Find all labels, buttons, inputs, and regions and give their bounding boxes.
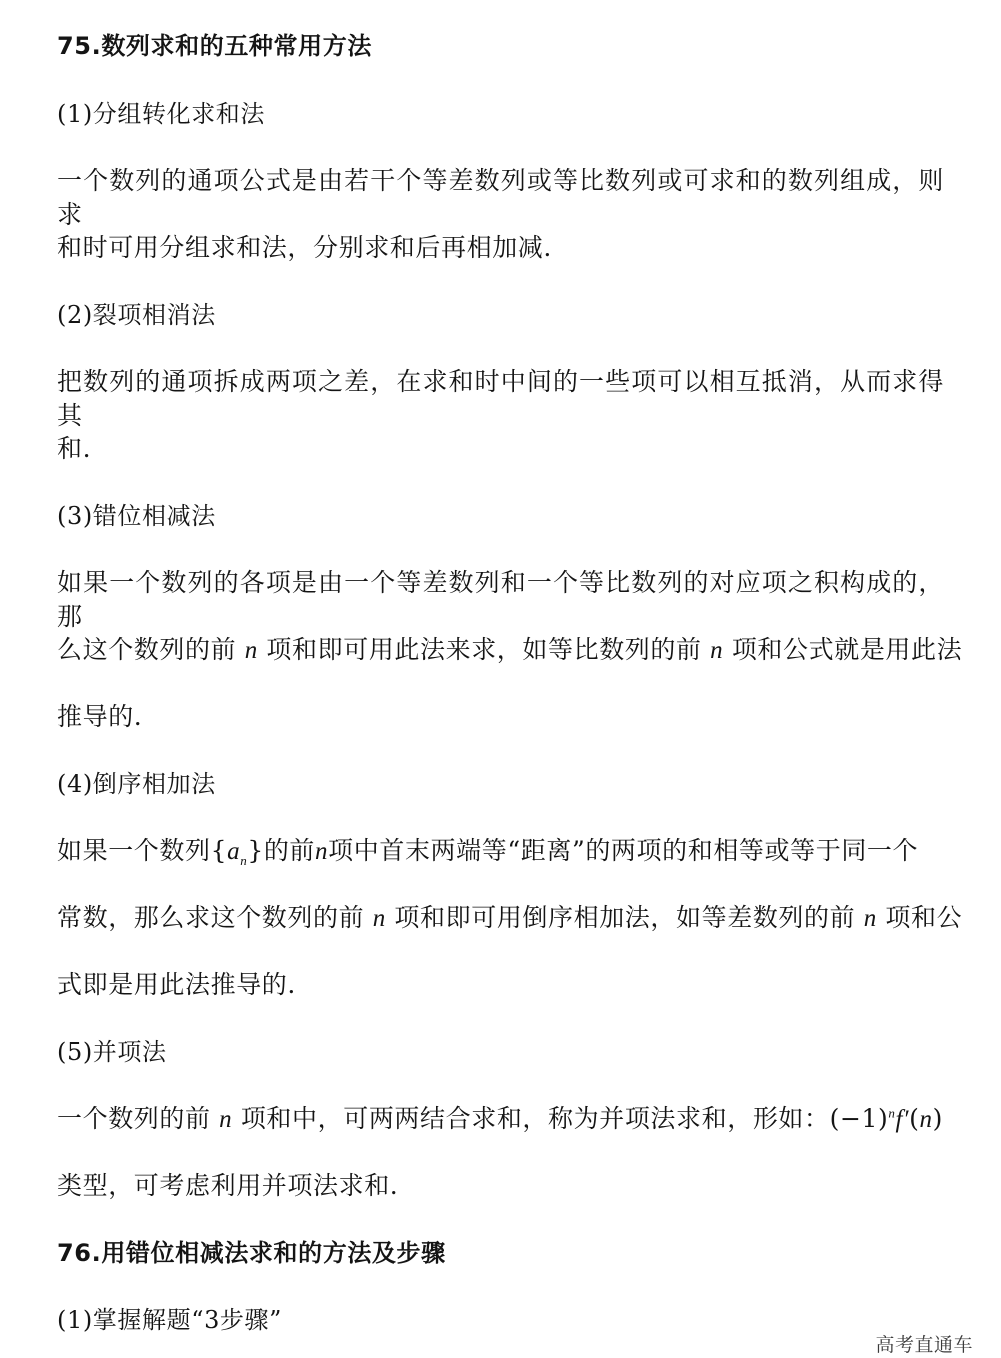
method-1-text-line-1: 一个数列的通项公式是由若干个等差数列或等比数列或可求和的数列组成，则求 (57, 166, 944, 229)
text-segment: ) (932, 1104, 943, 1133)
method-1-text-line-2: 和时可用分组求和法，分别求和后再相加减. (57, 233, 552, 262)
text-segment: 项和公 (885, 903, 963, 932)
variable-n: n (244, 637, 258, 664)
section-75-title: 75.数列求和的五种常用方法 (57, 32, 372, 60)
text-segment: }的前 (247, 836, 316, 865)
text-segment: 一个数列的前 (57, 1104, 211, 1133)
text-segment: 项和即可用倒序相加法，如等差数列的前 (394, 903, 856, 932)
text-segment: 项中首末两端等“距离”的两项的和相等或等于同一个 (328, 836, 919, 865)
text-segment: 项和即可用此法来求，如等比数列的前 (266, 635, 702, 664)
variable-n: n (315, 838, 329, 865)
method-4-text-line-3: 式即是用此法推导的. (57, 970, 296, 999)
variable-n: n (919, 1106, 933, 1133)
text-segment: 项和公式就是用此法 (731, 635, 963, 664)
subscript-n: n (240, 853, 248, 868)
method-2-text-line-1: 把数列的通项拆成两项之差，在求和时中间的一些项可以相互抵消，从而求得其 (57, 367, 944, 430)
text-segment: 项和中，可两两结合求和，称为并项法求和，形如：(−1) (240, 1104, 889, 1133)
method-2-text-line-2: 和. (57, 434, 92, 463)
variable-n: n (863, 905, 877, 932)
superscript-n: n (888, 1105, 896, 1121)
method-2-title: (2)裂项相消法 (57, 301, 216, 329)
text-segment: 么这个数列的前 (57, 635, 237, 664)
method-4-text-line-1 (57, 834, 918, 869)
method-1-title: (1)分组转化求和法 (57, 100, 265, 128)
text-segment: 如果一个数列{ (57, 836, 228, 865)
method-4-title: (4)倒序相加法 (57, 770, 216, 798)
section-76-step-title: (1)掌握解题“3步骤” (57, 1306, 283, 1334)
method-5-title: (5)并项法 (57, 1038, 167, 1066)
section-76-title: 76.用错位相减法求和的方法及步骤 (57, 1239, 446, 1267)
function-f: f′ (895, 1106, 910, 1133)
sequence-term-a: a (227, 838, 241, 865)
method-3-title: (3)错位相减法 (57, 502, 216, 530)
watermark: 高考直通车 (875, 1334, 973, 1356)
method-4-text-line-2 (57, 901, 962, 936)
variable-n: n (372, 905, 386, 932)
method-3-text-line-2 (57, 633, 962, 668)
method-3-text-line-3: 推导的. (57, 702, 143, 731)
text-segment: ( (909, 1104, 920, 1133)
variable-n: n (219, 1106, 233, 1133)
method-3-text-line-1: 如果一个数列的各项是由一个等差数列和一个等比数列的对应项之积构成的，那 (57, 568, 944, 631)
text-segment: 常数，那么求这个数列的前 (57, 903, 365, 932)
method-5-text-line-1 (57, 1102, 943, 1137)
variable-n: n (710, 637, 724, 664)
method-5-text-line-2: 类型，可考虑利用并项法求和. (57, 1171, 399, 1200)
